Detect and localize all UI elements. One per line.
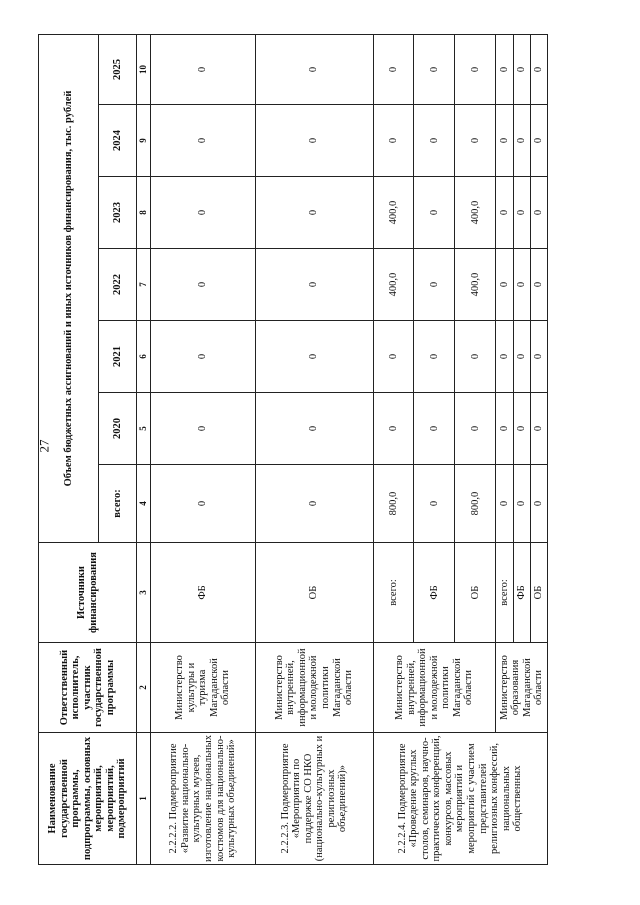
column-number: 2 bbox=[137, 643, 151, 733]
value-cell: 0 bbox=[530, 105, 547, 177]
value-cell: 0 bbox=[530, 321, 547, 393]
value-cell: 0 bbox=[530, 465, 547, 543]
value-cell: 0 bbox=[414, 465, 455, 543]
table-row bbox=[151, 34, 256, 864]
item-source: всего: bbox=[373, 543, 414, 643]
value-cell: 0 bbox=[496, 465, 513, 543]
value-cell: 0 bbox=[373, 34, 414, 104]
value-cell: 400,0 bbox=[455, 177, 496, 249]
rotated-page bbox=[38, 35, 548, 865]
header-year: 2023 bbox=[99, 177, 137, 249]
value-cell: 0 bbox=[151, 321, 256, 393]
column-number: 7 bbox=[137, 249, 151, 321]
value-cell: 0 bbox=[530, 34, 547, 104]
value-cell: 0 bbox=[414, 105, 455, 177]
header-year: 2024 bbox=[99, 105, 137, 177]
value-cell: 0 bbox=[255, 34, 373, 104]
item-source: всего: bbox=[496, 543, 513, 643]
value-cell: 0 bbox=[496, 393, 513, 465]
column-number: 9 bbox=[137, 105, 151, 177]
header-year: 2025 bbox=[99, 34, 137, 104]
value-cell: 0 bbox=[513, 105, 530, 177]
value-cell: 0 bbox=[151, 34, 256, 104]
item-name: 2.2.2.4. Подмероприятие «Проведение круглых столов, семинаров, научно-практических конференций, конкурсов, массовых мероприятий и мероприятий с участием представителей религиозных конфессий, национальных общественных bbox=[373, 733, 547, 865]
value-cell: 0 bbox=[455, 321, 496, 393]
header-volume: Объем бюджетных ассигнований и иных источников финансирования, тыс. рублей bbox=[39, 34, 99, 542]
item-source: ОБ bbox=[255, 543, 373, 643]
value-cell: 0 bbox=[530, 249, 547, 321]
value-cell: 0 bbox=[455, 393, 496, 465]
value-cell: 0 bbox=[513, 393, 530, 465]
item-name: 2.2.2.3. Подмероприятие «Мероприятия по поддержке СО НКО (национально-культурных и религиозных объединений)» bbox=[255, 733, 373, 865]
value-cell: 0 bbox=[513, 321, 530, 393]
value-cell: 0 bbox=[455, 34, 496, 104]
value-cell: 0 bbox=[496, 321, 513, 393]
value-cell: 0 bbox=[414, 321, 455, 393]
item-source: ФБ bbox=[414, 543, 455, 643]
value-cell: 0 bbox=[373, 105, 414, 177]
financing-table bbox=[38, 34, 548, 865]
value-cell: 0 bbox=[255, 105, 373, 177]
table-row bbox=[373, 34, 414, 864]
value-cell: 0 bbox=[414, 177, 455, 249]
column-number-row bbox=[137, 34, 151, 864]
value-cell: 0 bbox=[496, 105, 513, 177]
value-cell: 400,0 bbox=[455, 249, 496, 321]
column-number: 5 bbox=[137, 393, 151, 465]
value-cell: 0 bbox=[414, 34, 455, 104]
value-cell: 0 bbox=[151, 249, 256, 321]
item-executor: Министерство образования Магаданской области bbox=[496, 643, 548, 733]
value-cell: 0 bbox=[530, 393, 547, 465]
header-name: Наименование государственной программы, подпрограммы, основных мероприятий, мероприятий, подмероприятий bbox=[39, 733, 137, 865]
header-year: 2020 bbox=[99, 393, 137, 465]
column-number: 1 bbox=[137, 733, 151, 865]
value-cell: 0 bbox=[373, 321, 414, 393]
item-executor: Министерство внутренней, информационной и молодежной политики Магаданской области bbox=[255, 643, 373, 733]
value-cell: 0 bbox=[496, 249, 513, 321]
value-cell: 400,0 bbox=[373, 177, 414, 249]
item-source: ФБ bbox=[151, 543, 256, 643]
table-row bbox=[255, 34, 373, 864]
header-executor: Ответственный исполнитель, участник государственной программы bbox=[39, 643, 137, 733]
item-source: ОБ bbox=[530, 543, 547, 643]
value-cell: 0 bbox=[255, 177, 373, 249]
value-cell: 800,0 bbox=[373, 465, 414, 543]
value-cell: 0 bbox=[373, 393, 414, 465]
item-executor: Министерство внутренней, информационной и молодежной политики Магаданской области bbox=[373, 643, 496, 733]
value-cell: 0 bbox=[513, 34, 530, 104]
item-name: 2.2.2.2. Подмероприятие «Развитие национально-культурных музеев, изготовление национальных костюмов для национально-культурных объединений» bbox=[151, 733, 256, 865]
value-cell: 0 bbox=[255, 465, 373, 543]
value-cell: 0 bbox=[530, 177, 547, 249]
value-cell: 400,0 bbox=[373, 249, 414, 321]
value-cell: 0 bbox=[496, 177, 513, 249]
value-cell: 0 bbox=[414, 249, 455, 321]
value-cell: 0 bbox=[255, 393, 373, 465]
table-header bbox=[36, 34, 151, 864]
item-source: ОБ bbox=[455, 543, 496, 643]
value-cell: 0 bbox=[513, 177, 530, 249]
column-number: 4 bbox=[137, 465, 151, 543]
column-number: 8 bbox=[137, 177, 151, 249]
header-year: 2022 bbox=[99, 249, 137, 321]
value-cell: 0 bbox=[455, 105, 496, 177]
item-executor: Министерство культуры и туризма Магаданской области bbox=[151, 643, 256, 733]
value-cell: 0 bbox=[151, 105, 256, 177]
value-cell: 0 bbox=[255, 249, 373, 321]
value-cell: 0 bbox=[513, 249, 530, 321]
column-number: 3 bbox=[137, 543, 151, 643]
item-source: ФБ bbox=[513, 543, 530, 643]
header-total: всего: bbox=[99, 465, 137, 543]
table-body bbox=[151, 34, 548, 864]
value-cell: 0 bbox=[255, 321, 373, 393]
page-number: 27 bbox=[36, 439, 52, 453]
value-cell: 0 bbox=[151, 393, 256, 465]
value-cell: 0 bbox=[151, 177, 256, 249]
value-cell: 0 bbox=[151, 465, 256, 543]
value-cell: 0 bbox=[513, 465, 530, 543]
column-number: 10 bbox=[137, 34, 151, 104]
column-number: 6 bbox=[137, 321, 151, 393]
header-source: Источники финансирования bbox=[39, 543, 137, 643]
header-year: 2021 bbox=[99, 321, 137, 393]
value-cell: 800,0 bbox=[455, 465, 496, 543]
value-cell: 0 bbox=[414, 393, 455, 465]
value-cell: 0 bbox=[496, 34, 513, 104]
